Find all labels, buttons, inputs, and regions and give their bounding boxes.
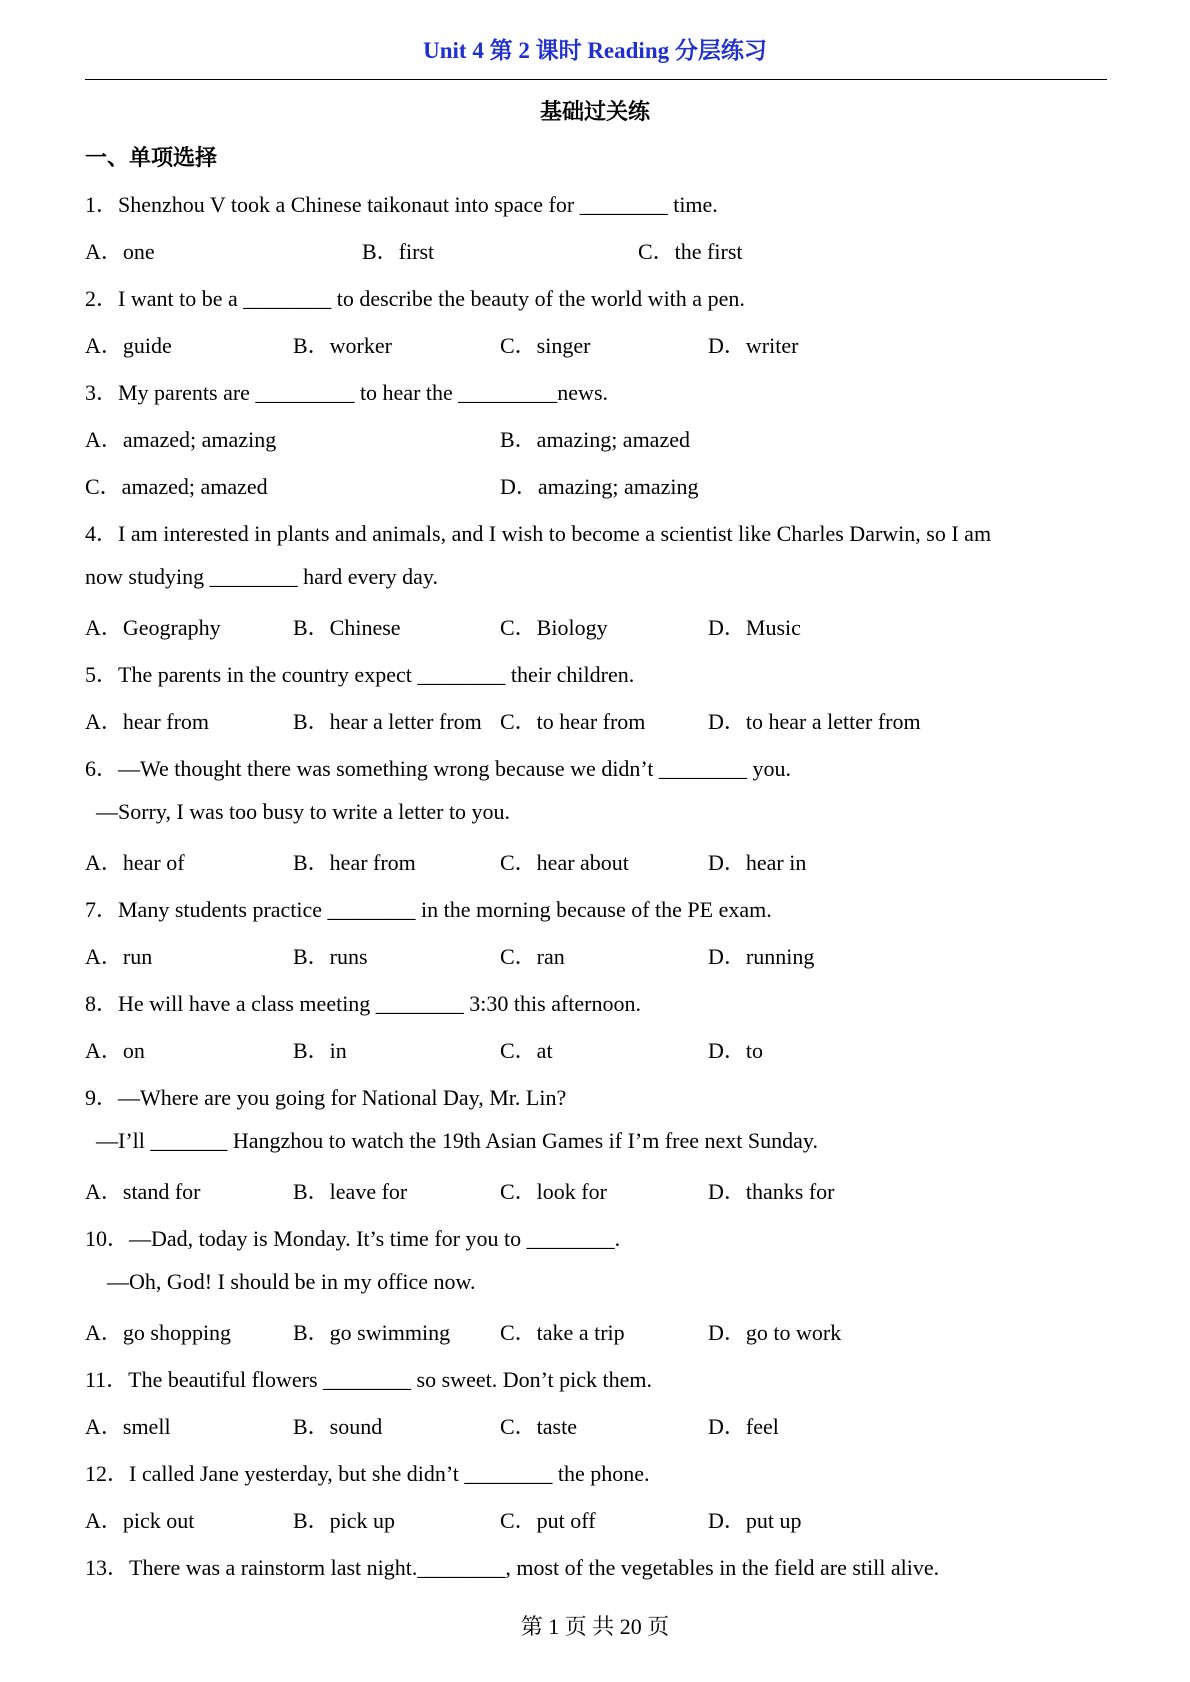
option-c[interactable]: C．at [500, 1038, 553, 1063]
header-divider [85, 79, 1107, 80]
option-d[interactable]: D．put up [708, 1508, 802, 1533]
option-c[interactable]: C．amazed; amazed [85, 474, 268, 499]
option-c[interactable]: C．singer [500, 333, 591, 358]
question-line: 10．—Dad, today is Monday. It’s time for you to ________. [85, 1226, 621, 1251]
question-line: —I’ll _______ Hangzhou to watch the 19th Asian Games if I’m free next Sunday. [85, 1128, 818, 1153]
question-line: 6．—We thought there was something wrong because we didn’t ________ you. [85, 756, 791, 781]
option-b[interactable]: B．go swimming [293, 1320, 451, 1345]
option-c[interactable]: C．put off [500, 1508, 596, 1533]
option-a[interactable]: A．hear of [85, 850, 185, 875]
option-a[interactable]: A．guide [85, 333, 172, 358]
option-b[interactable]: B．in [293, 1038, 347, 1063]
option-a[interactable]: A．run [85, 944, 153, 969]
section-title: 基础过关练 [539, 99, 650, 124]
option-a[interactable]: A．hear from [85, 709, 210, 734]
option-d[interactable]: D．amazing; amazing [500, 474, 699, 499]
option-c[interactable]: C．take a trip [500, 1320, 625, 1345]
option-c[interactable]: C．look for [500, 1179, 607, 1204]
question-line: 13．There was a rainstorm last night.________, most of the vegetables in the field are still alive. [85, 1555, 940, 1580]
option-d[interactable]: D．Music [708, 615, 801, 640]
question-line: 3．My parents are _________ to hear the _________news. [85, 380, 609, 405]
option-a[interactable]: A．pick out [85, 1508, 195, 1533]
question-line: 8．He will have a class meeting ________ 3:30 this afternoon. [85, 991, 641, 1016]
option-d[interactable]: D．to [708, 1038, 764, 1063]
part-title: 一、单项选择 [85, 145, 218, 170]
page-title: Unit 4 第 2 课时 Reading 分层练习 [423, 38, 767, 63]
question-line: 11．The beautiful flowers ________ so sweet. Don’t pick them. [85, 1367, 653, 1392]
option-c[interactable]: C．hear about [500, 850, 629, 875]
option-b[interactable]: B．sound [293, 1414, 383, 1439]
option-b[interactable]: B．hear from [293, 850, 416, 875]
option-d[interactable]: D．feel [708, 1414, 779, 1439]
option-a[interactable]: A．amazed; amazing [85, 427, 277, 452]
option-c[interactable]: C．the first [638, 239, 743, 264]
option-b[interactable]: B．leave for [293, 1179, 408, 1204]
option-b[interactable]: B．pick up [293, 1508, 396, 1533]
option-d[interactable]: D．writer [708, 333, 799, 358]
option-d[interactable]: D．running [708, 944, 815, 969]
option-a[interactable]: A．go shopping [85, 1320, 232, 1345]
option-a[interactable]: A．one [85, 239, 155, 264]
option-c[interactable]: C．ran [500, 944, 565, 969]
question-line: 7．Many students practice ________ in the morning because of the PE exam. [85, 897, 772, 922]
option-d[interactable]: D．thanks for [708, 1179, 835, 1204]
option-b[interactable]: B．worker [293, 333, 392, 358]
option-a[interactable]: A．stand for [85, 1179, 201, 1204]
question-line: 2．I want to be a ________ to describe the beauty of the world with a pen. [85, 286, 745, 311]
option-d[interactable]: D．to hear a letter from [708, 709, 921, 734]
question-line: 5．The parents in the country expect ________ their children. [85, 662, 635, 687]
option-c[interactable]: C．to hear from [500, 709, 646, 734]
question-line: now studying ________ hard every day. [85, 564, 438, 589]
option-b[interactable]: B．Chinese [293, 615, 401, 640]
question-line: —Sorry, I was too busy to write a letter to you. [85, 799, 511, 824]
option-b[interactable]: B．runs [293, 944, 368, 969]
page-number: 第 1 页 共 20 页 [520, 1614, 670, 1639]
option-b[interactable]: B．hear a letter from [293, 709, 482, 734]
option-d[interactable]: D．go to work [708, 1320, 842, 1345]
question-line: 12．I called Jane yesterday, but she didn’t ________ the phone. [85, 1461, 650, 1486]
option-b[interactable]: B．amazing; amazed [500, 427, 690, 452]
option-a[interactable]: A．on [85, 1038, 145, 1063]
option-d[interactable]: D．hear in [708, 850, 807, 875]
option-c[interactable]: C．taste [500, 1414, 577, 1439]
question-line: 9．—Where are you going for National Day, Mr. Lin? [85, 1085, 567, 1110]
question-line: 4．I am interested in plants and animals, and I wish to become a scientist like Charles Darwin, so I am [85, 521, 992, 546]
option-b[interactable]: B．first [362, 239, 435, 264]
option-a[interactable]: A．smell [85, 1414, 171, 1439]
question-line: —Oh, God! I should be in my office now. [85, 1269, 476, 1294]
option-c[interactable]: C．Biology [500, 615, 608, 640]
option-a[interactable]: A．Geography [85, 615, 221, 640]
question-line: 1．Shenzhou V took a Chinese taikonaut into space for ________ time. [85, 192, 718, 217]
